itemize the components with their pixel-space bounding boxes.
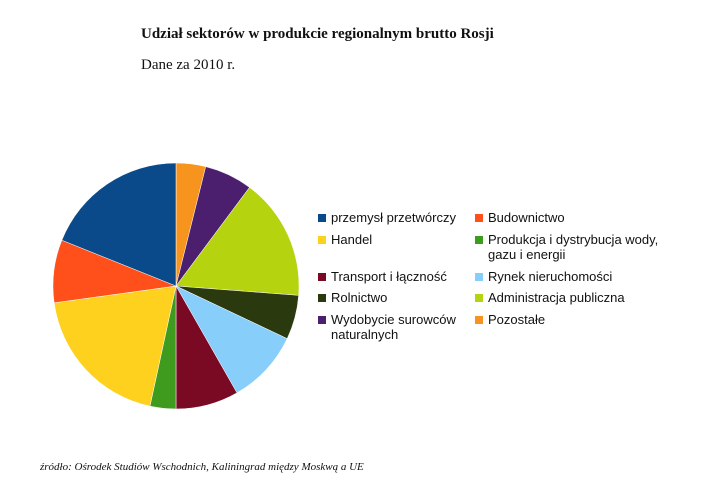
legend-label: Pozostałe (488, 312, 546, 327)
legend-label: Rolnictwo (331, 290, 388, 305)
legend-swatch (475, 273, 483, 281)
legend-label: Produkcja i dystrybucja wody, gazu i energii (488, 232, 659, 262)
legend-item (318, 290, 473, 305)
legend-swatch (318, 273, 326, 281)
legend-item (475, 210, 675, 225)
legend-label: Budownictwo (488, 210, 565, 225)
legend-swatch (475, 236, 483, 244)
chart-subtitle: Dane za 2010 r. (141, 57, 236, 73)
legend-label: Rynek nieruchomości (488, 269, 613, 284)
legend-label: Administracja publiczna (488, 290, 625, 305)
legend-item (318, 232, 473, 247)
source-note: źródło: Ośrodek Studiów Wschodnich, Kaliningrad między Moskwą a UE (40, 461, 364, 473)
legend-label: Handel (331, 232, 373, 247)
legend-item (475, 269, 675, 284)
legend-swatch (318, 294, 326, 302)
legend-swatch (475, 214, 483, 222)
legend-item (475, 290, 675, 305)
legend-label: Wydobycie surowców naturalnych (331, 312, 456, 342)
legend-swatch (318, 236, 326, 244)
legend-item (475, 232, 680, 262)
legend-item (318, 269, 473, 284)
legend-swatch (475, 316, 483, 324)
legend-item (318, 210, 478, 225)
chart-title: Udział sektorów w produkcie regionalnym brutto Rosji (141, 26, 494, 42)
legend-swatch (318, 316, 326, 324)
legend-label: przemysł przetwórczy (331, 210, 456, 225)
legend-item (475, 312, 675, 327)
legend-item (318, 312, 473, 342)
legend-swatch (475, 294, 483, 302)
legend-label: Transport i łączność (331, 269, 447, 284)
legend-swatch (318, 214, 326, 222)
